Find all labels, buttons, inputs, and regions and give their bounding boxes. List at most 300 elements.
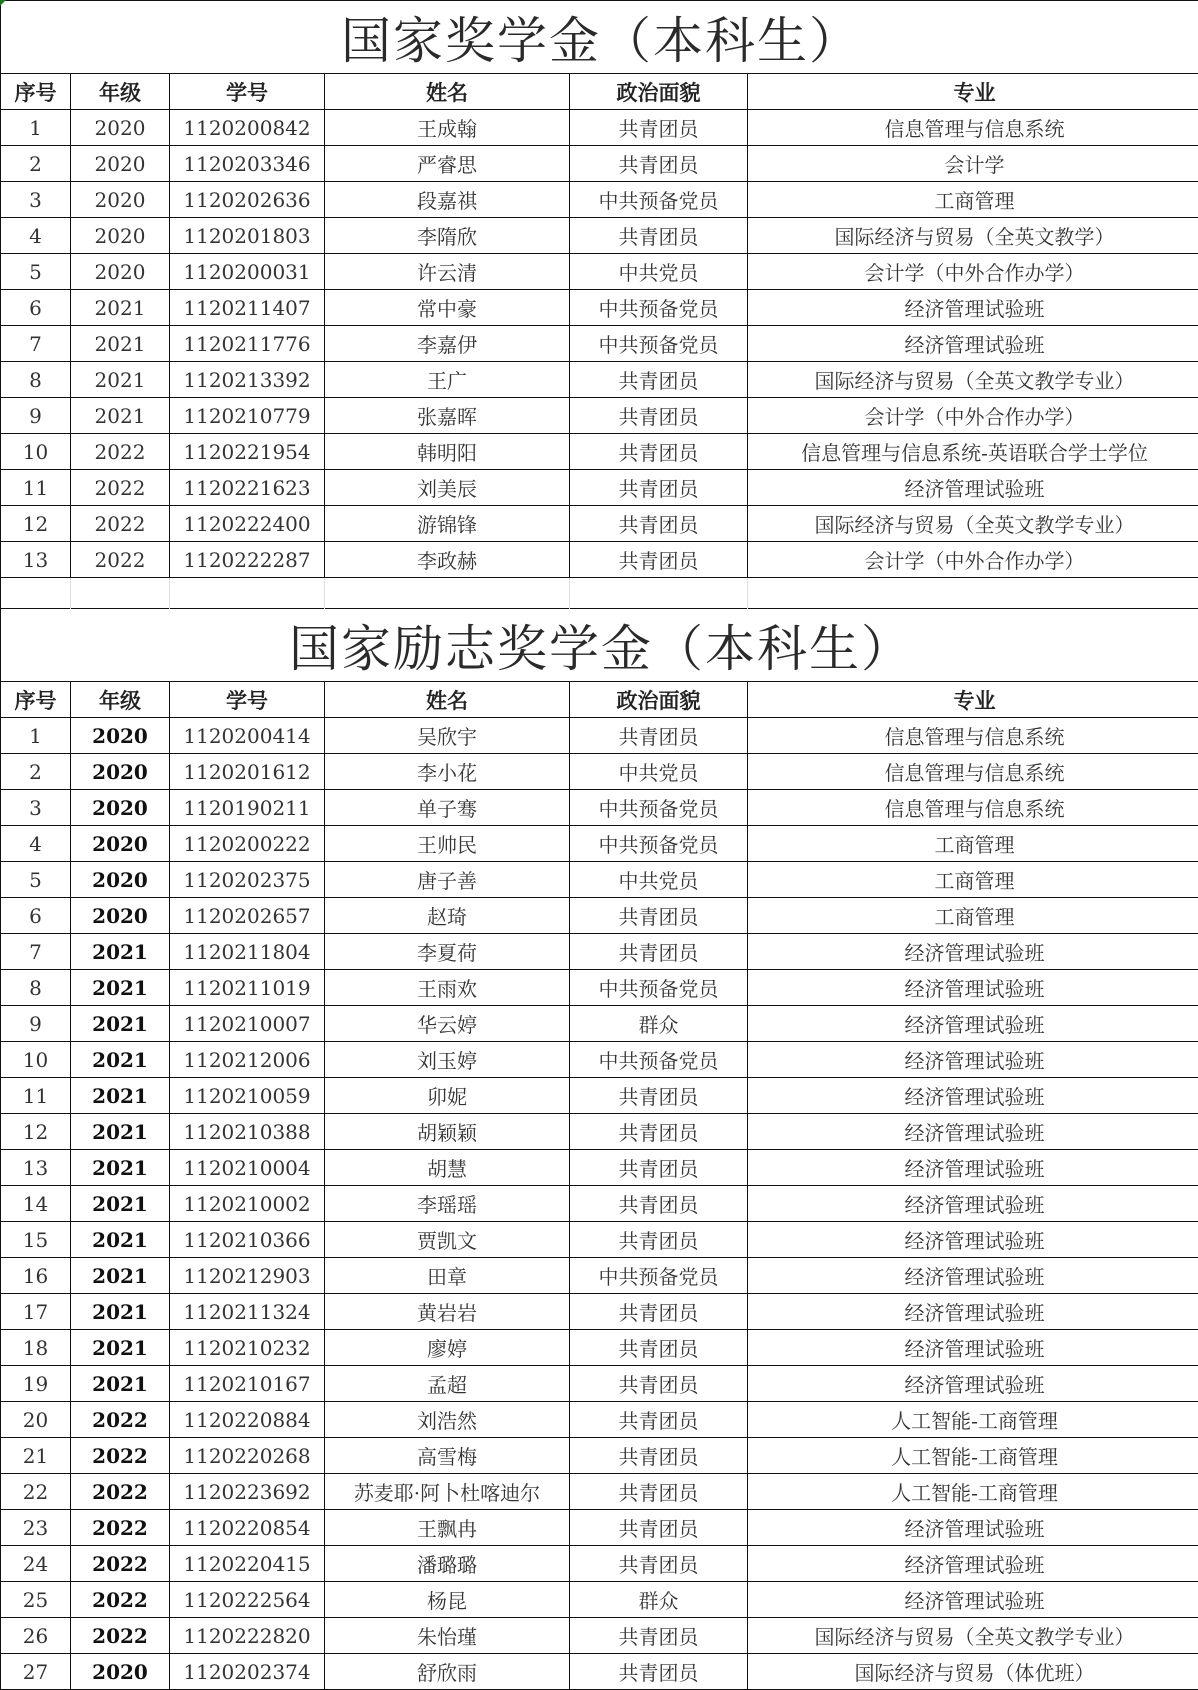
table-row: [1, 1366, 1198, 1402]
grade-cell[interactable]: 2020: [71, 790, 170, 826]
seq-cell[interactable]: 3: [1, 790, 71, 826]
student-id-cell[interactable]: 1120202374: [170, 1654, 325, 1690]
table-row: [1, 1474, 1198, 1510]
seq-cell[interactable]: 10: [1, 434, 71, 470]
major-cell[interactable]: 人工智能-工商管理: [748, 1474, 1198, 1510]
table-row: [1, 1438, 1198, 1474]
name-cell[interactable]: 段嘉祺: [325, 182, 570, 218]
grade-cell[interactable]: 2022: [71, 542, 170, 578]
student-id-cell[interactable]: 1120190211: [170, 790, 325, 826]
major-cell[interactable]: 经济管理试验班: [748, 1366, 1198, 1402]
student-id-cell[interactable]: 1120210232: [170, 1330, 325, 1366]
political-status-cell[interactable]: 共青团员: [570, 1402, 748, 1438]
grade-cell[interactable]: 2021: [71, 1006, 170, 1042]
seq-cell[interactable]: 7: [1, 326, 71, 362]
political-status-cell[interactable]: 群众: [570, 1582, 748, 1618]
student-id-cell[interactable]: 1120213392: [170, 362, 325, 398]
major-cell[interactable]: 经济管理试验班: [748, 1078, 1198, 1114]
name-cell[interactable]: 高雪梅: [325, 1438, 570, 1474]
major-cell[interactable]: 会计学（中外合作办学）: [748, 398, 1198, 434]
major-cell[interactable]: 经济管理试验班: [748, 1510, 1198, 1546]
table-row: [1, 1114, 1198, 1150]
major-cell[interactable]: 经济管理试验班: [748, 1006, 1198, 1042]
seq-cell[interactable]: 14: [1, 1186, 71, 1222]
grade-cell[interactable]: 2022: [71, 1618, 170, 1654]
seq-cell[interactable]: 18: [1, 1330, 71, 1366]
grade-cell[interactable]: 2022: [71, 1510, 170, 1546]
table-row: [1, 326, 1198, 362]
political-status-cell[interactable]: 中共党员: [570, 754, 748, 790]
major-cell[interactable]: 经济管理试验班: [748, 1222, 1198, 1258]
name-cell[interactable]: 杨昆: [325, 1582, 570, 1618]
grade-cell[interactable]: 2021: [71, 1258, 170, 1294]
table-row: [1, 254, 1198, 290]
seq-cell[interactable]: 27: [1, 1654, 71, 1690]
political-status-cell[interactable]: 共青团员: [570, 1366, 748, 1402]
name-cell[interactable]: 常中豪: [325, 290, 570, 326]
empty-cell[interactable]: [325, 578, 570, 609]
student-id-cell[interactable]: 1120200222: [170, 826, 325, 862]
student-id-cell[interactable]: 1120210059: [170, 1078, 325, 1114]
grade-cell[interactable]: 2022: [71, 506, 170, 542]
seq-cell[interactable]: 17: [1, 1294, 71, 1330]
table-row: [1, 1402, 1198, 1438]
grade-cell[interactable]: 2020: [71, 182, 170, 218]
column-header[interactable]: 序号: [1, 74, 71, 110]
major-cell[interactable]: 经济管理试验班: [748, 1150, 1198, 1186]
major-cell[interactable]: 信息管理与信息系统: [748, 718, 1198, 754]
grade-cell[interactable]: 2022: [71, 1582, 170, 1618]
seq-cell[interactable]: 23: [1, 1510, 71, 1546]
grade-cell[interactable]: 2021: [71, 1042, 170, 1078]
major-cell[interactable]: 人工智能-工商管理: [748, 1438, 1198, 1474]
grade-cell[interactable]: 2021: [71, 362, 170, 398]
political-status-cell[interactable]: 共青团员: [570, 1330, 748, 1366]
table-row: [1, 542, 1198, 578]
name-cell[interactable]: 朱怡瑾: [325, 1618, 570, 1654]
political-status-cell[interactable]: 共青团员: [570, 1510, 748, 1546]
student-id-cell[interactable]: 1120222820: [170, 1618, 325, 1654]
grade-cell[interactable]: 2021: [71, 1330, 170, 1366]
seq-cell[interactable]: 9: [1, 1006, 71, 1042]
name-cell[interactable]: 赵琦: [325, 898, 570, 934]
column-header[interactable]: 政治面貌: [570, 74, 748, 110]
political-status-cell[interactable]: 中共预备党员: [570, 970, 748, 1006]
student-id-cell[interactable]: 1120210004: [170, 1150, 325, 1186]
table-row: [1, 1042, 1198, 1078]
student-id-cell[interactable]: 1120222564: [170, 1582, 325, 1618]
student-id-cell[interactable]: 1120211019: [170, 970, 325, 1006]
empty-row: [1, 578, 1198, 609]
major-cell[interactable]: 信息管理与信息系统-英语联合学士学位: [748, 434, 1198, 470]
student-id-cell[interactable]: 1120211804: [170, 934, 325, 970]
student-id-cell[interactable]: 1120200031: [170, 254, 325, 290]
major-cell[interactable]: 经济管理试验班: [748, 326, 1198, 362]
grade-cell[interactable]: 2022: [71, 434, 170, 470]
political-status-cell[interactable]: 共青团员: [570, 1438, 748, 1474]
major-cell[interactable]: 国际经济与贸易（全英文教学专业）: [748, 1618, 1198, 1654]
grade-cell[interactable]: 2020: [71, 862, 170, 898]
seq-cell[interactable]: 6: [1, 290, 71, 326]
political-status-cell[interactable]: 共青团员: [570, 718, 748, 754]
name-cell[interactable]: 单子骞: [325, 790, 570, 826]
name-cell[interactable]: 张嘉晖: [325, 398, 570, 434]
major-cell[interactable]: 经济管理试验班: [748, 970, 1198, 1006]
table-row: [1, 1618, 1198, 1654]
seq-cell[interactable]: 25: [1, 1582, 71, 1618]
empty-cell[interactable]: [170, 578, 325, 609]
grade-cell[interactable]: 2021: [71, 1078, 170, 1114]
name-cell[interactable]: 游锦锋: [325, 506, 570, 542]
column-header[interactable]: 姓名: [325, 74, 570, 110]
student-id-cell[interactable]: 1120210007: [170, 1006, 325, 1042]
name-cell[interactable]: 舒欣雨: [325, 1654, 570, 1690]
column-header[interactable]: 专业: [748, 74, 1198, 110]
student-id-cell[interactable]: 1120212006: [170, 1042, 325, 1078]
political-status-cell[interactable]: 中共党员: [570, 862, 748, 898]
political-status-cell[interactable]: 共青团员: [570, 1222, 748, 1258]
major-cell[interactable]: 工商管理: [748, 898, 1198, 934]
grade-cell[interactable]: 2020: [71, 146, 170, 182]
grade-cell[interactable]: 2021: [71, 1186, 170, 1222]
political-status-cell[interactable]: 共青团员: [570, 1114, 748, 1150]
political-status-cell[interactable]: 中共党员: [570, 254, 748, 290]
grade-cell[interactable]: 2022: [71, 1474, 170, 1510]
name-cell[interactable]: 苏麦耶·阿卜杜喀迪尔: [325, 1474, 570, 1510]
name-cell[interactable]: 刘美辰: [325, 470, 570, 506]
major-cell[interactable]: 会计学: [748, 146, 1198, 182]
political-status-cell[interactable]: 中共预备党员: [570, 790, 748, 826]
name-cell[interactable]: 潘璐璐: [325, 1546, 570, 1582]
major-cell[interactable]: 经济管理试验班: [748, 934, 1198, 970]
column-header[interactable]: 姓名: [325, 682, 570, 718]
student-id-cell[interactable]: 1120220268: [170, 1438, 325, 1474]
grade-cell[interactable]: 2022: [71, 1546, 170, 1582]
grade-cell[interactable]: 2022: [71, 1402, 170, 1438]
grade-cell[interactable]: 2021: [71, 934, 170, 970]
political-status-cell[interactable]: 共青团员: [570, 110, 748, 146]
student-id-cell[interactable]: 1120202375: [170, 862, 325, 898]
seq-cell[interactable]: 2: [1, 754, 71, 790]
political-status-cell[interactable]: 中共预备党员: [570, 182, 748, 218]
table-row: [1, 110, 1198, 146]
name-cell[interactable]: 黄岩岩: [325, 1294, 570, 1330]
grade-cell[interactable]: 2020: [71, 110, 170, 146]
grade-cell[interactable]: 2021: [71, 1114, 170, 1150]
major-cell[interactable]: 国际经济与贸易（全英文教学专业）: [748, 362, 1198, 398]
seq-cell[interactable]: 26: [1, 1618, 71, 1654]
political-status-cell[interactable]: 共青团员: [570, 1294, 748, 1330]
name-cell[interactable]: 田章: [325, 1258, 570, 1294]
major-cell[interactable]: 国际经济与贸易（全英文教学）: [748, 218, 1198, 254]
grade-cell[interactable]: 2021: [71, 970, 170, 1006]
name-cell[interactable]: 吴欣宇: [325, 718, 570, 754]
political-status-cell[interactable]: 中共预备党员: [570, 826, 748, 862]
major-cell[interactable]: 信息管理与信息系统: [748, 754, 1198, 790]
table-row: [1, 398, 1198, 434]
seq-cell[interactable]: 7: [1, 934, 71, 970]
seq-cell[interactable]: 24: [1, 1546, 71, 1582]
student-id-cell[interactable]: 1120210167: [170, 1366, 325, 1402]
seq-cell[interactable]: 5: [1, 254, 71, 290]
grade-cell[interactable]: 2020: [71, 218, 170, 254]
grade-cell[interactable]: 2021: [71, 326, 170, 362]
seq-cell[interactable]: 5: [1, 862, 71, 898]
table-title[interactable]: 国家励志奖学金（本科生）: [1, 609, 1198, 682]
student-id-cell[interactable]: 1120210002: [170, 1186, 325, 1222]
table-row: [1, 1150, 1198, 1186]
seq-cell[interactable]: 4: [1, 218, 71, 254]
name-cell[interactable]: 李夏荷: [325, 934, 570, 970]
table-row: [1, 182, 1198, 218]
table-title-row: [1, 609, 1198, 682]
major-cell[interactable]: 工商管理: [748, 826, 1198, 862]
political-status-cell[interactable]: 中共预备党员: [570, 1042, 748, 1078]
seq-cell[interactable]: 8: [1, 970, 71, 1006]
student-id-cell[interactable]: 1120212903: [170, 1258, 325, 1294]
political-status-cell[interactable]: 共青团员: [570, 1654, 748, 1690]
major-cell[interactable]: 信息管理与信息系统: [748, 790, 1198, 826]
grade-cell[interactable]: 2022: [71, 470, 170, 506]
name-cell[interactable]: 胡颖颖: [325, 1114, 570, 1150]
table-row: [1, 1186, 1198, 1222]
table-row: [1, 754, 1198, 790]
name-cell[interactable]: 韩明阳: [325, 434, 570, 470]
major-cell[interactable]: 经济管理试验班: [748, 1294, 1198, 1330]
student-id-cell[interactable]: 1120211324: [170, 1294, 325, 1330]
grade-cell[interactable]: 2020: [71, 826, 170, 862]
seq-cell[interactable]: 19: [1, 1366, 71, 1402]
seq-cell[interactable]: 11: [1, 1078, 71, 1114]
major-cell[interactable]: 经济管理试验班: [748, 1582, 1198, 1618]
table-row: [1, 826, 1198, 862]
name-cell[interactable]: 王广: [325, 362, 570, 398]
name-cell[interactable]: 唐子善: [325, 862, 570, 898]
column-header[interactable]: 学号: [170, 74, 325, 110]
name-cell[interactable]: 刘浩然: [325, 1402, 570, 1438]
political-status-cell[interactable]: 共青团员: [570, 542, 748, 578]
table-row: [1, 1006, 1198, 1042]
student-id-cell[interactable]: 1120202657: [170, 898, 325, 934]
major-cell[interactable]: 经济管理试验班: [748, 1330, 1198, 1366]
major-cell[interactable]: 国际经济与贸易（全英文教学专业）: [748, 506, 1198, 542]
table-row: [1, 1330, 1198, 1366]
student-id-cell[interactable]: 1120221954: [170, 434, 325, 470]
student-id-cell[interactable]: 1120211776: [170, 326, 325, 362]
name-cell[interactable]: 王飘冉: [325, 1510, 570, 1546]
name-cell[interactable]: 廖婷: [325, 1330, 570, 1366]
student-id-cell[interactable]: 1120201612: [170, 754, 325, 790]
grade-cell[interactable]: 2021: [71, 1150, 170, 1186]
table-row: [1, 718, 1198, 754]
seq-cell[interactable]: 1: [1, 110, 71, 146]
student-id-cell[interactable]: 1120220854: [170, 1510, 325, 1546]
student-id-cell[interactable]: 1120202636: [170, 182, 325, 218]
column-header[interactable]: 年级: [71, 682, 170, 718]
major-cell[interactable]: 经济管理试验班: [748, 1186, 1198, 1222]
seq-cell[interactable]: 2: [1, 146, 71, 182]
seq-cell[interactable]: 8: [1, 362, 71, 398]
empty-cell[interactable]: [71, 578, 170, 609]
student-id-cell[interactable]: 1120211407: [170, 290, 325, 326]
political-status-cell[interactable]: 共青团员: [570, 934, 748, 970]
student-id-cell[interactable]: 1120221623: [170, 470, 325, 506]
name-cell[interactable]: 王帅民: [325, 826, 570, 862]
major-cell[interactable]: 工商管理: [748, 182, 1198, 218]
column-header[interactable]: 专业: [748, 682, 1198, 718]
major-cell[interactable]: 会计学（中外合作办学）: [748, 542, 1198, 578]
seq-cell[interactable]: 1: [1, 718, 71, 754]
student-id-cell[interactable]: 1120201803: [170, 218, 325, 254]
major-cell[interactable]: 经济管理试验班: [748, 470, 1198, 506]
name-cell[interactable]: 李嘉伊: [325, 326, 570, 362]
grade-cell[interactable]: 2020: [71, 718, 170, 754]
political-status-cell[interactable]: 中共预备党员: [570, 326, 748, 362]
name-cell[interactable]: 王雨欢: [325, 970, 570, 1006]
major-cell[interactable]: 国际经济与贸易（体优班）: [748, 1654, 1198, 1690]
table-row: [1, 1582, 1198, 1618]
grade-cell[interactable]: 2020: [71, 754, 170, 790]
political-status-cell[interactable]: 共青团员: [570, 1150, 748, 1186]
political-status-cell[interactable]: 共青团员: [570, 1078, 748, 1114]
table-title-row: [1, 1, 1198, 74]
seq-cell[interactable]: 13: [1, 542, 71, 578]
major-cell[interactable]: 经济管理试验班: [748, 290, 1198, 326]
name-cell[interactable]: 卯妮: [325, 1078, 570, 1114]
name-cell[interactable]: 王成翰: [325, 110, 570, 146]
table-row: [1, 434, 1198, 470]
name-cell[interactable]: 刘玉婷: [325, 1042, 570, 1078]
table-row: [1, 1294, 1198, 1330]
table-row: [1, 1510, 1198, 1546]
major-cell[interactable]: 会计学（中外合作办学）: [748, 254, 1198, 290]
table-row: [1, 470, 1198, 506]
name-cell[interactable]: 严睿思: [325, 146, 570, 182]
seq-cell[interactable]: 3: [1, 182, 71, 218]
cell-selection-marker: [0, 0, 6, 6]
seq-cell[interactable]: 10: [1, 1042, 71, 1078]
table-row: [1, 506, 1198, 542]
empty-cell[interactable]: [570, 578, 748, 609]
table-row: [1, 1654, 1198, 1690]
column-header[interactable]: 序号: [1, 682, 71, 718]
table-row: [1, 1078, 1198, 1114]
seq-cell[interactable]: 12: [1, 1114, 71, 1150]
student-id-cell[interactable]: 1120210779: [170, 398, 325, 434]
name-cell[interactable]: 李政赫: [325, 542, 570, 578]
table-row: [1, 1222, 1198, 1258]
grade-cell[interactable]: 2022: [71, 1438, 170, 1474]
table-row: [1, 1258, 1198, 1294]
name-cell[interactable]: 孟超: [325, 1366, 570, 1402]
seq-cell[interactable]: 20: [1, 1402, 71, 1438]
name-cell[interactable]: 李隋欣: [325, 218, 570, 254]
political-status-cell[interactable]: 共青团员: [570, 506, 748, 542]
student-id-cell[interactable]: 1120210388: [170, 1114, 325, 1150]
student-id-cell[interactable]: 1120220884: [170, 1402, 325, 1438]
political-status-cell[interactable]: 共青团员: [570, 146, 748, 182]
seq-cell[interactable]: 4: [1, 826, 71, 862]
table-title[interactable]: 国家奖学金（本科生）: [1, 1, 1198, 74]
grade-cell[interactable]: 2020: [71, 898, 170, 934]
seq-cell[interactable]: 21: [1, 1438, 71, 1474]
seq-cell[interactable]: 11: [1, 470, 71, 506]
grade-cell[interactable]: 2021: [71, 290, 170, 326]
political-status-cell[interactable]: 中共预备党员: [570, 290, 748, 326]
empty-cell[interactable]: [1, 578, 71, 609]
student-id-cell[interactable]: 1120223692: [170, 1474, 325, 1510]
student-id-cell[interactable]: 1120200414: [170, 718, 325, 754]
name-cell[interactable]: 李瑶瑶: [325, 1186, 570, 1222]
political-status-cell[interactable]: 共青团员: [570, 362, 748, 398]
table-row: [1, 290, 1198, 326]
major-cell[interactable]: 人工智能-工商管理: [748, 1402, 1198, 1438]
major-cell[interactable]: 经济管理试验班: [748, 1258, 1198, 1294]
student-id-cell[interactable]: 1120200842: [170, 110, 325, 146]
student-id-cell[interactable]: 1120222287: [170, 542, 325, 578]
seq-cell[interactable]: 15: [1, 1222, 71, 1258]
political-status-cell[interactable]: 共青团员: [570, 1546, 748, 1582]
name-cell[interactable]: 华云婷: [325, 1006, 570, 1042]
name-cell[interactable]: 李小花: [325, 754, 570, 790]
major-cell[interactable]: 信息管理与信息系统: [748, 110, 1198, 146]
political-status-cell[interactable]: 共青团员: [570, 398, 748, 434]
column-header[interactable]: 政治面貌: [570, 682, 748, 718]
column-header[interactable]: 学号: [170, 682, 325, 718]
political-status-cell[interactable]: 共青团员: [570, 1186, 748, 1222]
name-cell[interactable]: 贾凯文: [325, 1222, 570, 1258]
grade-cell[interactable]: 2021: [71, 398, 170, 434]
column-header[interactable]: 年级: [71, 74, 170, 110]
student-id-cell[interactable]: 1120210366: [170, 1222, 325, 1258]
seq-cell[interactable]: 16: [1, 1258, 71, 1294]
student-id-cell[interactable]: 1120203346: [170, 146, 325, 182]
major-cell[interactable]: 经济管理试验班: [748, 1042, 1198, 1078]
empty-cell[interactable]: [748, 578, 1198, 609]
seq-cell[interactable]: 13: [1, 1150, 71, 1186]
grade-cell[interactable]: 2020: [71, 254, 170, 290]
political-status-cell[interactable]: 共青团员: [570, 470, 748, 506]
political-status-cell[interactable]: 共青团员: [570, 1618, 748, 1654]
grade-cell[interactable]: 2020: [71, 1654, 170, 1690]
seq-cell[interactable]: 9: [1, 398, 71, 434]
grade-cell[interactable]: 2021: [71, 1366, 170, 1402]
table-row: [1, 970, 1198, 1006]
political-status-cell[interactable]: 共青团员: [570, 898, 748, 934]
major-cell[interactable]: 经济管理试验班: [748, 1114, 1198, 1150]
seq-cell[interactable]: 12: [1, 506, 71, 542]
student-id-cell[interactable]: 1120222400: [170, 506, 325, 542]
seq-cell[interactable]: 6: [1, 898, 71, 934]
grade-cell[interactable]: 2021: [71, 1294, 170, 1330]
table-row: [1, 362, 1198, 398]
major-cell[interactable]: 经济管理试验班: [748, 1546, 1198, 1582]
political-status-cell[interactable]: 群众: [570, 1006, 748, 1042]
table-row: [1, 934, 1198, 970]
student-id-cell[interactable]: 1120220415: [170, 1546, 325, 1582]
name-cell[interactable]: 许云清: [325, 254, 570, 290]
table-row: [1, 898, 1198, 934]
major-cell[interactable]: 工商管理: [748, 862, 1198, 898]
political-status-cell[interactable]: 共青团员: [570, 1474, 748, 1510]
name-cell[interactable]: 胡慧: [325, 1150, 570, 1186]
grade-cell[interactable]: 2021: [71, 1222, 170, 1258]
table-row: [1, 790, 1198, 826]
political-status-cell[interactable]: 共青团员: [570, 218, 748, 254]
political-status-cell[interactable]: 共青团员: [570, 434, 748, 470]
seq-cell[interactable]: 22: [1, 1474, 71, 1510]
political-status-cell[interactable]: 中共预备党员: [570, 1258, 748, 1294]
